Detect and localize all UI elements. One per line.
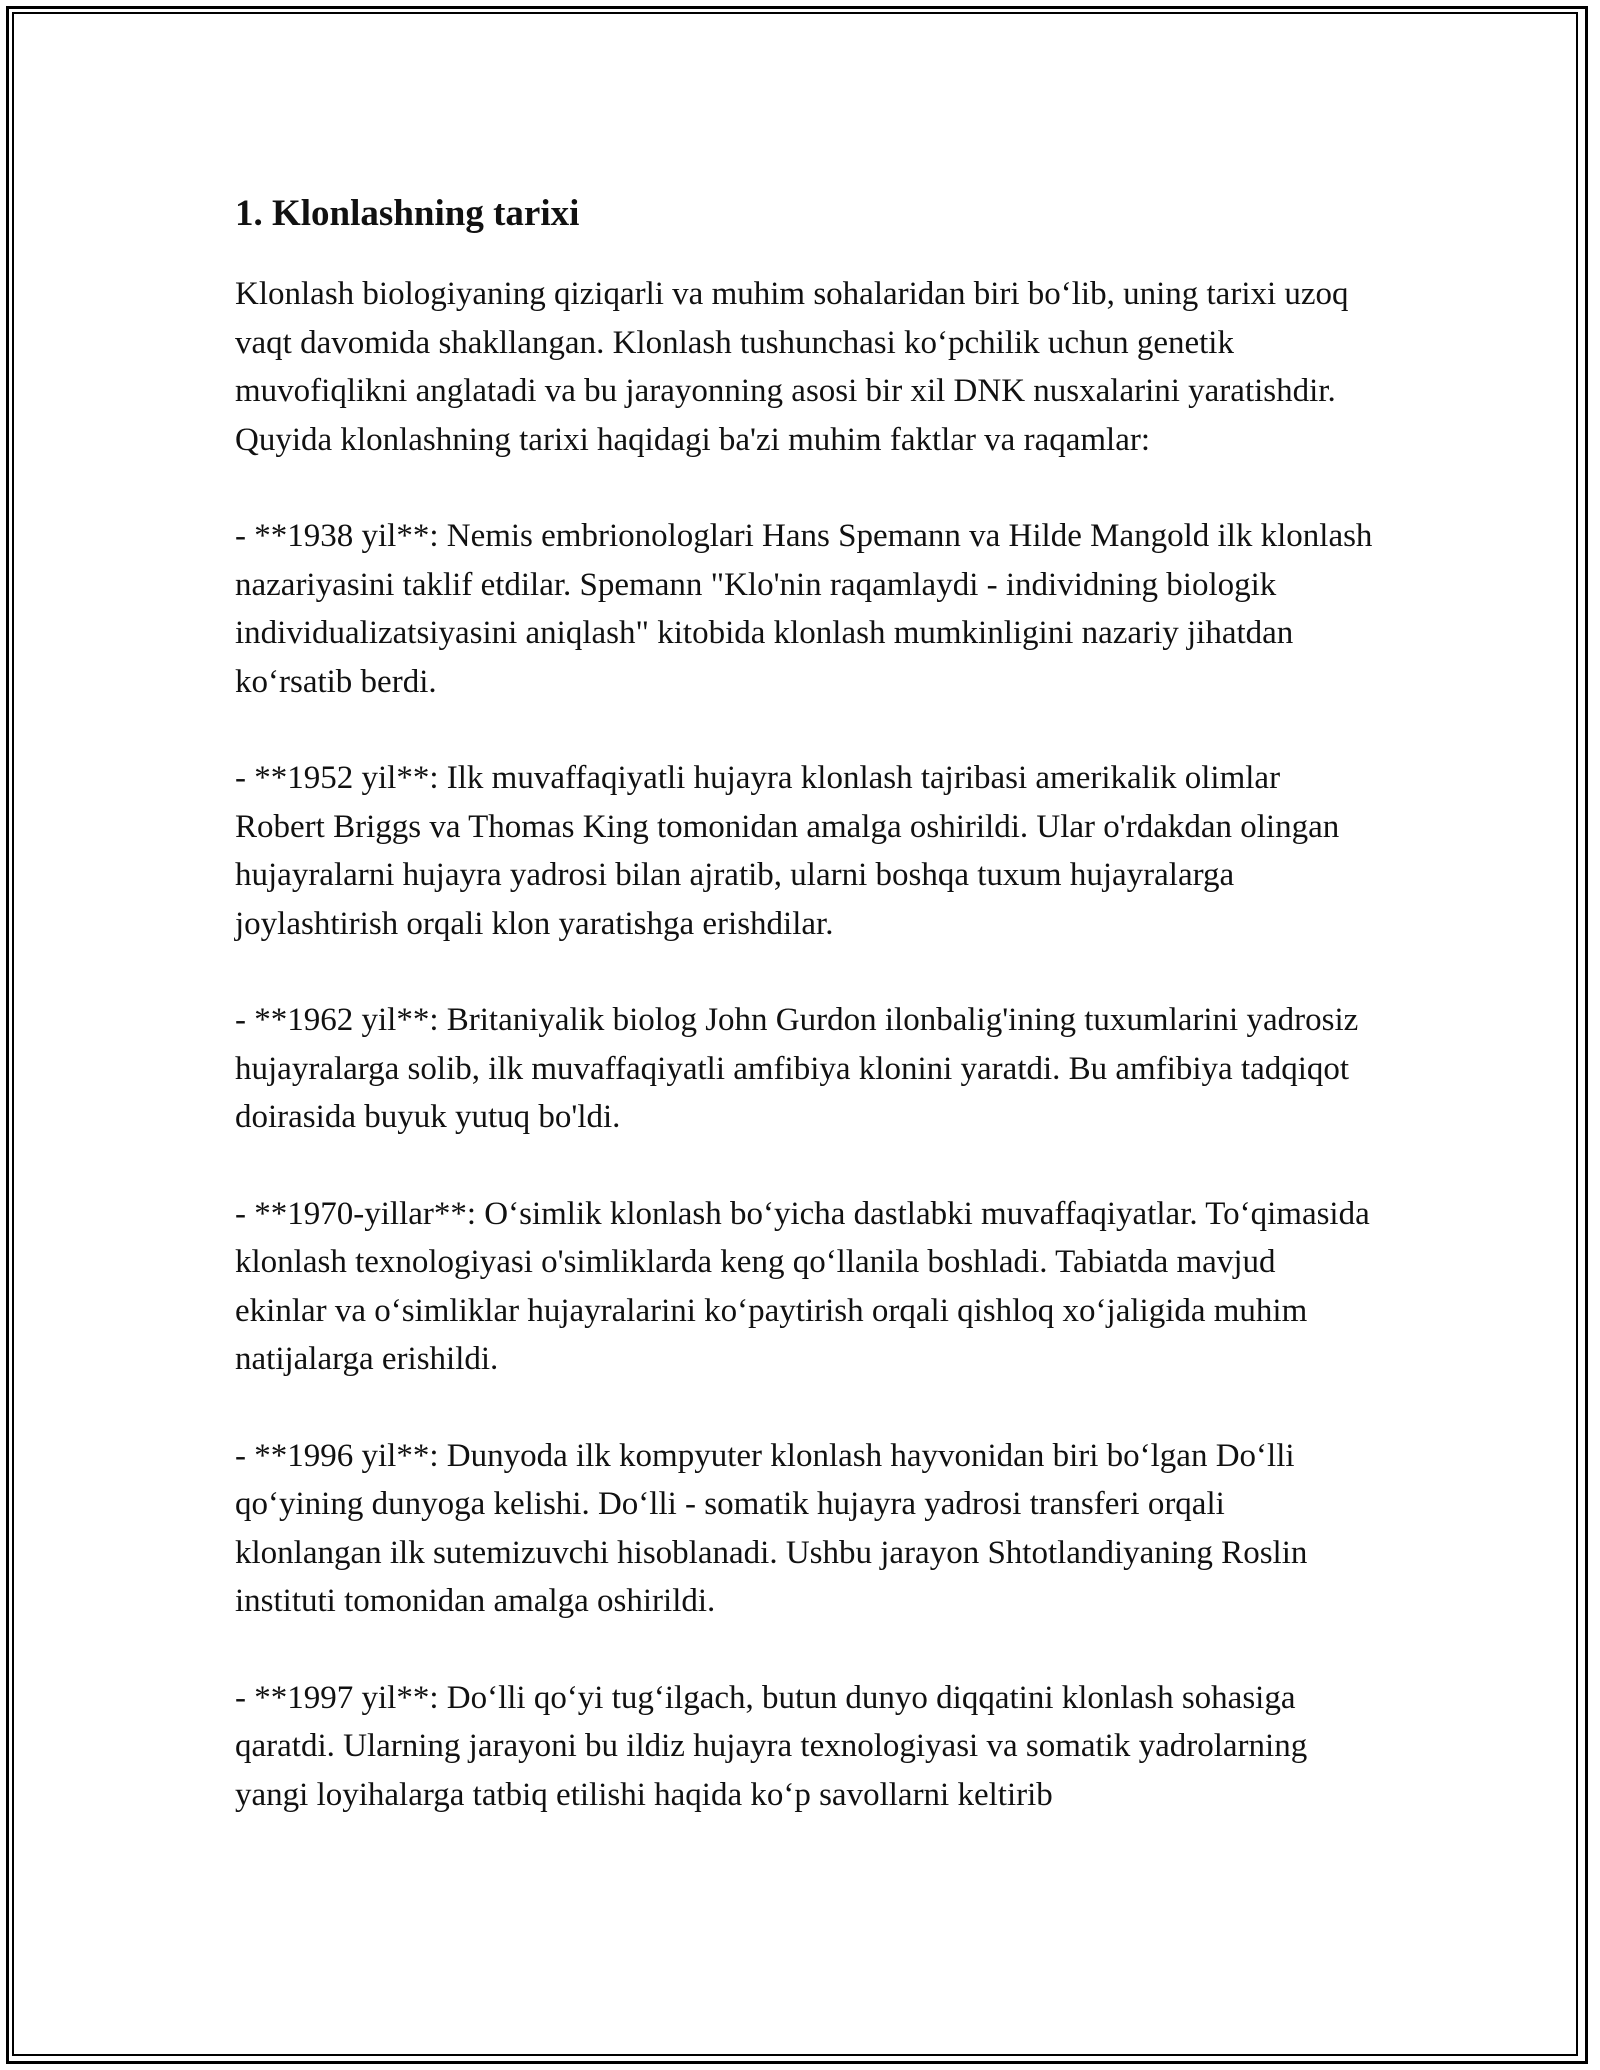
timeline-item-1938: - **1938 yil**: Nemis embrionologlari Hans Spemann va Hilde Mangold ilk klonlash nazariyasini taklif etdilar. Spemann "Klo'nin raqamlaydi - individning biologik individualizatsiyasini aniqlash" kitobida klonlash mumkinligini nazariy jihatdan ko‘rsatib berdi. xyxy=(235,518,1373,700)
timeline-item-1952: - **1952 yil**: Ilk muvaffaqiyatli hujayra klonlash tajribasi amerikalik olimlar Robert Briggs va Thomas King tomonidan amalga oshirildi. Ular o'rdakdan olingan hujayralarni hujayra yadrosi bilan ajratib, ularni boshqa tuxum hujayralarga joylashtirish orqali klon yaratishga erishdilar. xyxy=(235,760,1340,942)
timeline-item-1970s: - **1970-yillar**: O‘simlik klonlash bo‘yicha dastlabki muvaffaqiyatlar. To‘qimasida klonlash texnologiyasi o'simliklarda keng qo‘llanila boshladi. Tabiatda mavjud ekinlar va o‘simliklar hujayralarini ko‘paytirish orqali qishloq xo‘jaligida muhim natijalarga erishildi. xyxy=(235,1195,1370,1377)
timeline-item-1962: - **1962 yil**: Britaniyalik biolog John Gurdon ilonbalig'ining tuxumlarini yadrosiz hujayralarga solib, ilk muvaffaqiyatli amfibiya klonini yaratdi. Bu amfibiya tadqiqot doirasida buyuk yutuq bo'ldi. xyxy=(235,1002,1359,1135)
section-heading: 1. Klonlashning tarixi xyxy=(235,193,580,234)
timeline-item-1997: - **1997 yil**: Do‘lli qo‘yi tug‘ilgach, butun dunyo diqqatini klonlash sohasiga qaratdi. Ularning jarayoni bu ildiz hujayra texnologiyasi va somatik yadrolarning yangi loyihalarga tatbiq etilishi haqida ko‘p savollarni keltirib xyxy=(235,1679,1308,1813)
timeline-item-1996: - **1996 yil**: Dunyoda ilk kompyuter klonlash hayvonidan biri bo‘lgan Do‘lli qo‘yining dunyoga kelishi. Do‘lli - somatik hujayra yadrosi transferi orqali klonlangan ilk sutemizuvchi hisoblanadi. Ushbu jarayon Shtotlandiyaning Roslin instituti tomonidan amalga oshirildi. xyxy=(235,1437,1308,1619)
intro-paragraph: Klonlash biologiyaning qiziqarli va muhim sohalaridan biri bo‘lib, uning tarixi uzoq vaqt davomida shakllangan. Klonlash tushunchasi ko‘pchilik uchun genetik muvofiqlikni anglatadi va bu jarayonning asosi bir xil DNK nusxalarini yaratishdir. Quyida klonlashning tarixi haqidagi ba'zi muhim faktlar va raqamlar: xyxy=(235,276,1349,458)
document-body xyxy=(235,188,1375,1867)
